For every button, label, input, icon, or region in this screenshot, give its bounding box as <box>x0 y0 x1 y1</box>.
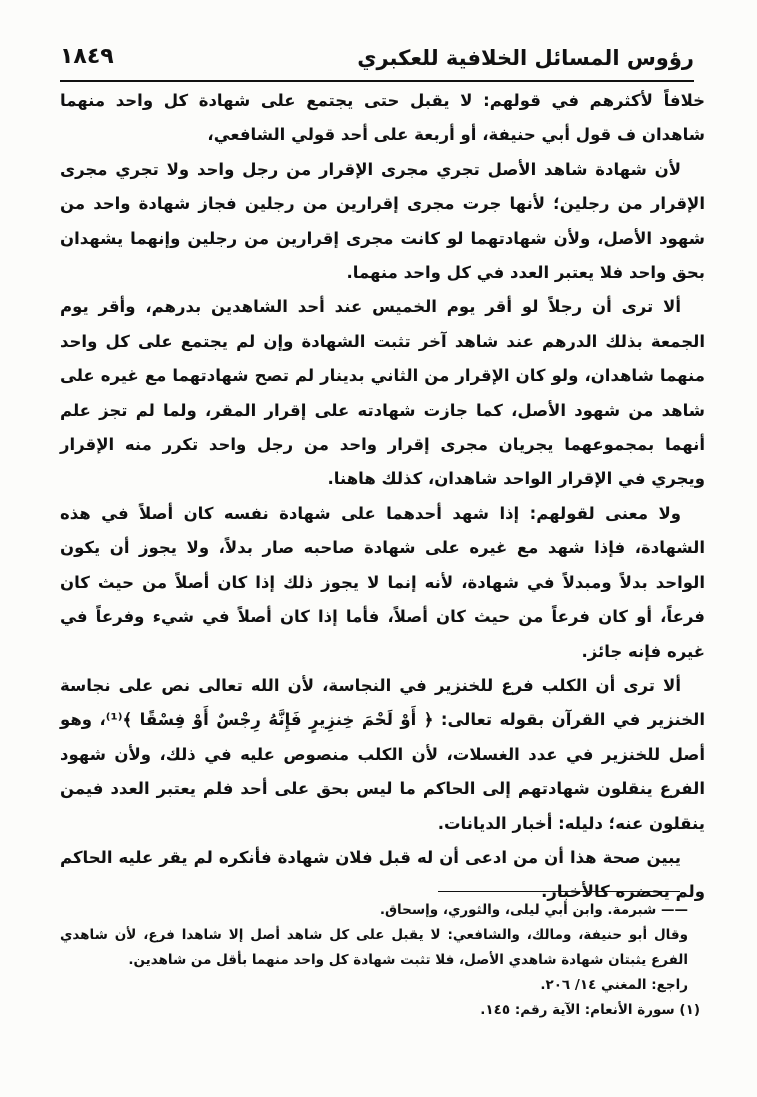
footnote-1: (١) سورة الأنعام: الآية رقم: ١٤٥. <box>480 1002 700 1018</box>
footnote-continuation: —— شبرمة. وابن أبي ليلى، والثوري، وإسحاق. <box>60 898 700 923</box>
paragraph: يبين صحة هذا أن من ادعى أن له قبل فلان شهادة فأنكره لم يقر عليه الحاكم ولم يحضره كالأخبار. <box>60 847 705 902</box>
page-header <box>60 40 694 82</box>
main-text <box>60 84 705 910</box>
footnotes <box>60 898 700 1023</box>
paragraph: ألا ترى أن رجلاً لو أقر يوم الخميس عند أحد الشاهدين بدرهم، وأقر يوم الجمعة بذلك الدرهم عند شاهد آخر تثبت الشهادة وإن لم يجتمع على كل واحد منهما شاهدان، ولو كان الإقرار من الثاني بدينار لم تصح شهادتهما مع غيره على شاهد من شهود الأصل، كما جازت شهادته على إقرار المقر، ولما لم تجز علم أنهما بمجموعهما يجريان مجرى إقرار واحد من رجل واحد تكرر منه الإقرار ويجري في الإقرار الواحد شاهدان، كذلك هاهنا. <box>60 297 705 489</box>
footnote-note: وقال أبو حنيفة، ومالك، والشافعي: لا يقبل على كل شاهد أصل إلا شاهدا فرع، لأن شاهدي الفرع يثبتان شهادة شاهدي الأصل، فلا تثبت شهادة كل واحد منهما بأقل من شاهدين. <box>60 927 688 968</box>
paragraph: لأن شهادة شاهد الأصل تجري مجرى الإقرار من رجل واحد ولا تجري مجرى الإقرار من رجلين؛ لأنها جرت مجرى إقرارين من رجلين فجاز شهادة واحد من شهود الأصل، ولأن شهادتهما لو كانت مجرى إقرارين من رجلين وإنهما يشهدان بحق واحد فلا يعتبر العدد في كل واحد منهما. <box>60 159 705 283</box>
paragraph: ولا معنى لقولهم: إذا شهد أحدهما على شهادة نفسه كان أصلاً في هذه الشهادة، فإذا شهد مع غيره على شهادة صاحبه صار بدلاً، ولا يجوز أن يكون الواحد بدلاً ومبدلاً في شهادة، لأنه إنما لا يجوز ذلك إذا كان أصلاً من حيث كان فرعاً، أو كان فرعاً من حيث كان أصلاً، فأما إذا كان أصلاً في شيء وفرعاً في غيره فإنه جائز. <box>60 503 705 661</box>
footnote-reference: راجع: المغني ١٤/ ٢٠٦. <box>540 977 688 993</box>
paragraph: ألا ترى أن الكلب فرع للخنزير في النجاسة، لأن الله تعالى نص على نجاسة الخنزير في القرآن بقوله تعالى: ﴿ أَوْ لَحْمَ خِنزِيرٍ فَإِنَّهُ رِجْسٌ أَوْ فِسْقًا ﴾⁽¹⁾، وهو أصل للخنزير في عدد الغسلات، لأن الكلب منصوص عليه في ذلك، ولأن شهود الفرع ينقلون شهادتهم إلى الحاكم ما ليس بحق على أحد فلم يعتبر العدد فيمن ينقلون عنه؛ دليله: أخبار الديانات. <box>60 675 705 833</box>
page-number: ١٨٤٩ <box>60 44 114 69</box>
paragraph: خلافاً لأكثرهم في قولهم: لا يقبل حتى يجتمع على شهادة كل واحد منهما شاهدان ف قول أبي حنيفة، أو أربعة على أحد قولي الشافعي، <box>60 91 705 145</box>
running-title: رؤوس المسائل الخلافية للعكبري <box>357 46 694 70</box>
footnote-divider <box>438 891 680 892</box>
